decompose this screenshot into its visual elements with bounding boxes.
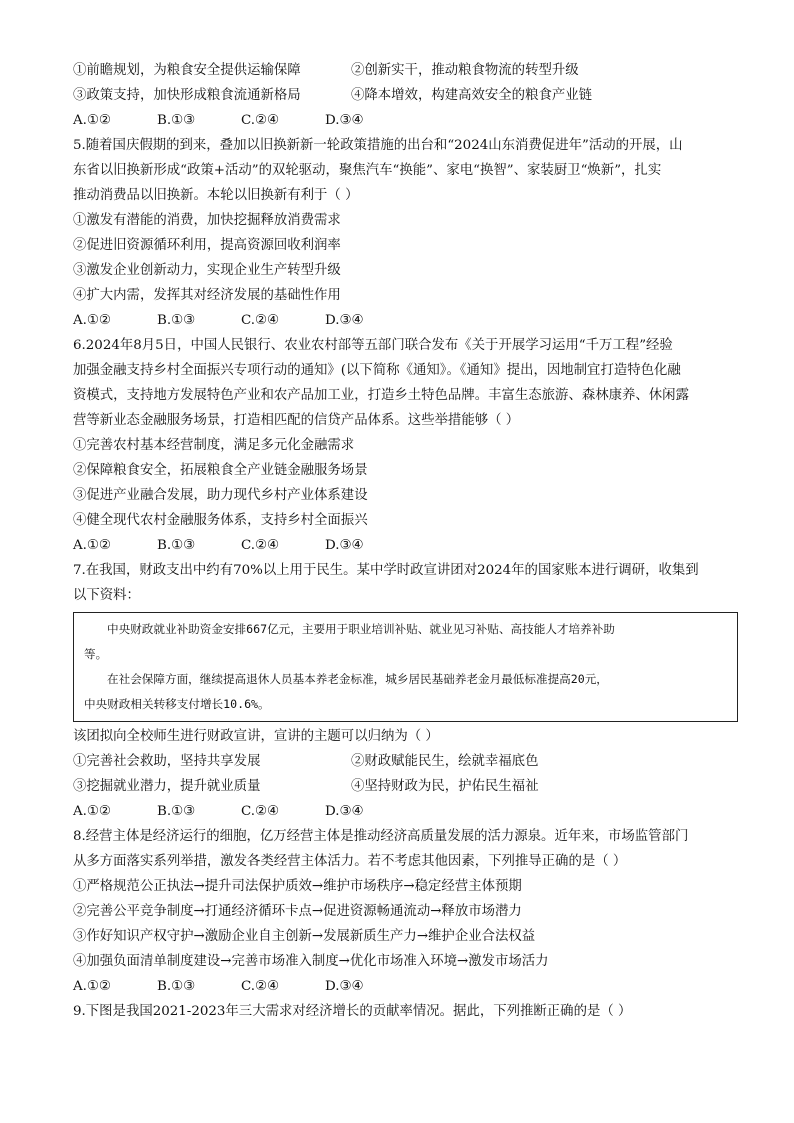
answer-d: D.③④ — [325, 113, 364, 128]
material-line: 中央财政相关转移支付增长10.6%。 — [84, 697, 270, 711]
question-7-prompt: 该团拟向全校师生进行财政宣讲，宣讲的主题可以归纳为（ ） — [73, 729, 439, 744]
option-3: ③促进产业融合发展，助力现代乡村产业体系建设 — [73, 488, 368, 503]
answer-a: A.①② — [73, 979, 111, 994]
material-line: 等。 — [84, 647, 108, 661]
option-4: ④扩大内需，发挥其对经济发展的基础性作用 — [73, 288, 341, 303]
answer-choices — [73, 108, 738, 133]
question-6-line: 6.2024年8月5日，中国人民银行、农业农村部等五部门联合发布《关于开展学习运用“千万工程”经验 — [73, 338, 673, 353]
option-2: ②促进旧资源循环利用，提高资源回收利润率 — [73, 238, 341, 253]
question-7-line: 以下资料： — [73, 588, 140, 603]
option-1: ①完善农村基本经营制度，满足多元化金融需求 — [73, 438, 355, 453]
answer-b: B.①③ — [157, 979, 196, 994]
answer-b: B.①③ — [157, 804, 196, 819]
exam-page — [73, 58, 738, 1024]
answer-b: B.①③ — [157, 313, 196, 328]
answer-c: C.②④ — [241, 979, 280, 994]
material-line: 中央财政就业补助资金安排667亿元，主要用于职业培训补贴、就业见习补贴、高技能人才培养补助 — [107, 622, 615, 636]
question-7-line: 7.在我国，财政支出中约有70%以上用于民生。某中学时政宣讲团对2024年的国家账本进行调研，收集到 — [73, 563, 699, 578]
question-6-line: 加强金融支持乡村全面振兴专项行动的通知》(以下简称《通知》。《通知》提出，因地制宜打造特色化融 — [73, 363, 681, 378]
option-1: ①严格规范公正执法→提升司法保护质效→维护市场秩序→稳定经营主体预期 — [73, 879, 522, 894]
question-9-line: 9.下图是我国2021-2023年三大需求对经济增长的贡献率情况。据此，下列推断正确的是（ ） — [73, 1004, 632, 1019]
option-1: ①完善社会救助，坚持共享发展 — [73, 754, 261, 769]
answer-choices — [73, 974, 738, 999]
answer-d: D.③④ — [325, 804, 364, 819]
question-8-line: 从多方面落实系列举措，激发各类经营主体活力。若不考虑其他因素，下列推导正确的是（ ） — [73, 854, 627, 869]
answer-a: A.①② — [73, 113, 111, 128]
answer-d: D.③④ — [325, 979, 364, 994]
answer-c: C.②④ — [241, 538, 280, 553]
answer-a: A.①② — [73, 804, 111, 819]
option-4: ④健全现代农村金融服务体系，支持乡村全面振兴 — [73, 513, 368, 528]
question-8-line: 8.经营主体是经济运行的细胞，亿万经营主体是推动经济高质量发展的活力源泉。近年来，市场监管部门 — [73, 829, 689, 844]
option-4: ④坚持财政为民，护佑民生福祉 — [351, 779, 539, 794]
answer-c: C.②④ — [241, 804, 280, 819]
option-2: ②财政赋能民生，绘就幸福底色 — [351, 754, 539, 769]
option-3: ③作好知识产权守护→激励企业自主创新→发展新质生产力→维护企业合法权益 — [73, 929, 536, 944]
option-4: ④加强负面清单制度建设→完善市场准入制度→优化市场准入环境→激发市场活力 — [73, 954, 549, 969]
option-3: ③激发企业创新动力，实现企业生产转型升级 — [73, 263, 341, 278]
question-5-line: 5.随着国庆假期的到来，叠加以旧换新新一轮政策措施的出台和“2024山东消费促进年”活动的开展，山 — [73, 138, 683, 153]
answer-a: A.①② — [73, 313, 111, 328]
question-6-line: 营等新业态金融服务场景，打造相匹配的信贷产品体系。这些举措能够（ ） — [73, 413, 520, 428]
material-line: 在社会保障方面，继续提高退休人员基本养老金标准，城乡居民基础养老金月最低标准提高20元， — [107, 672, 608, 686]
option-4: ④降本增效，构建高效安全的粮食产业链 — [351, 88, 593, 103]
answer-a: A.①② — [73, 538, 111, 553]
option-row — [73, 58, 738, 83]
answer-d: D.③④ — [325, 538, 364, 553]
question-6-line: 资模式，支持地方发展特色产业和农产品加工业，打造乡土特色品牌。丰富生态旅游、森林康养、休闲露 — [73, 388, 689, 403]
question-5-line: 推动消费品以旧换新。本轮以旧换新有利于（ ） — [73, 188, 359, 203]
option-row — [73, 749, 738, 774]
option-row — [73, 774, 738, 799]
option-3: ③挖掘就业潜力，提升就业质量 — [73, 779, 261, 794]
answer-choices — [73, 308, 738, 333]
answer-c: C.②④ — [241, 113, 280, 128]
option-1: ①激发有潜能的消费，加快挖掘释放消费需求 — [73, 213, 341, 228]
material-box — [73, 612, 738, 722]
question-5-line: 东省以旧换新形成“政策+活动”的双轮驱动，聚焦汽车“换能”、家电“换智”、家装厨卫“焕新”，扎实 — [73, 163, 662, 178]
answer-d: D.③④ — [325, 313, 364, 328]
answer-c: C.②④ — [241, 313, 280, 328]
option-2: ②完善公平竞争制度→打通经济循环卡点→促进资源畅通流动→释放市场潜力 — [73, 904, 522, 919]
option-row — [73, 83, 738, 108]
answer-choices — [73, 799, 738, 824]
option-2: ②创新实干，推动粮食物流的转型升级 — [351, 63, 579, 78]
answer-b: B.①③ — [157, 113, 196, 128]
option-3: ③政策支持，加快形成粮食流通新格局 — [73, 88, 301, 103]
option-1: ①前瞻规划，为粮食安全提供运输保障 — [73, 63, 301, 78]
answer-choices — [73, 533, 738, 558]
option-2: ②保障粮食安全，拓展粮食全产业链金融服务场景 — [73, 463, 368, 478]
answer-b: B.①③ — [157, 538, 196, 553]
